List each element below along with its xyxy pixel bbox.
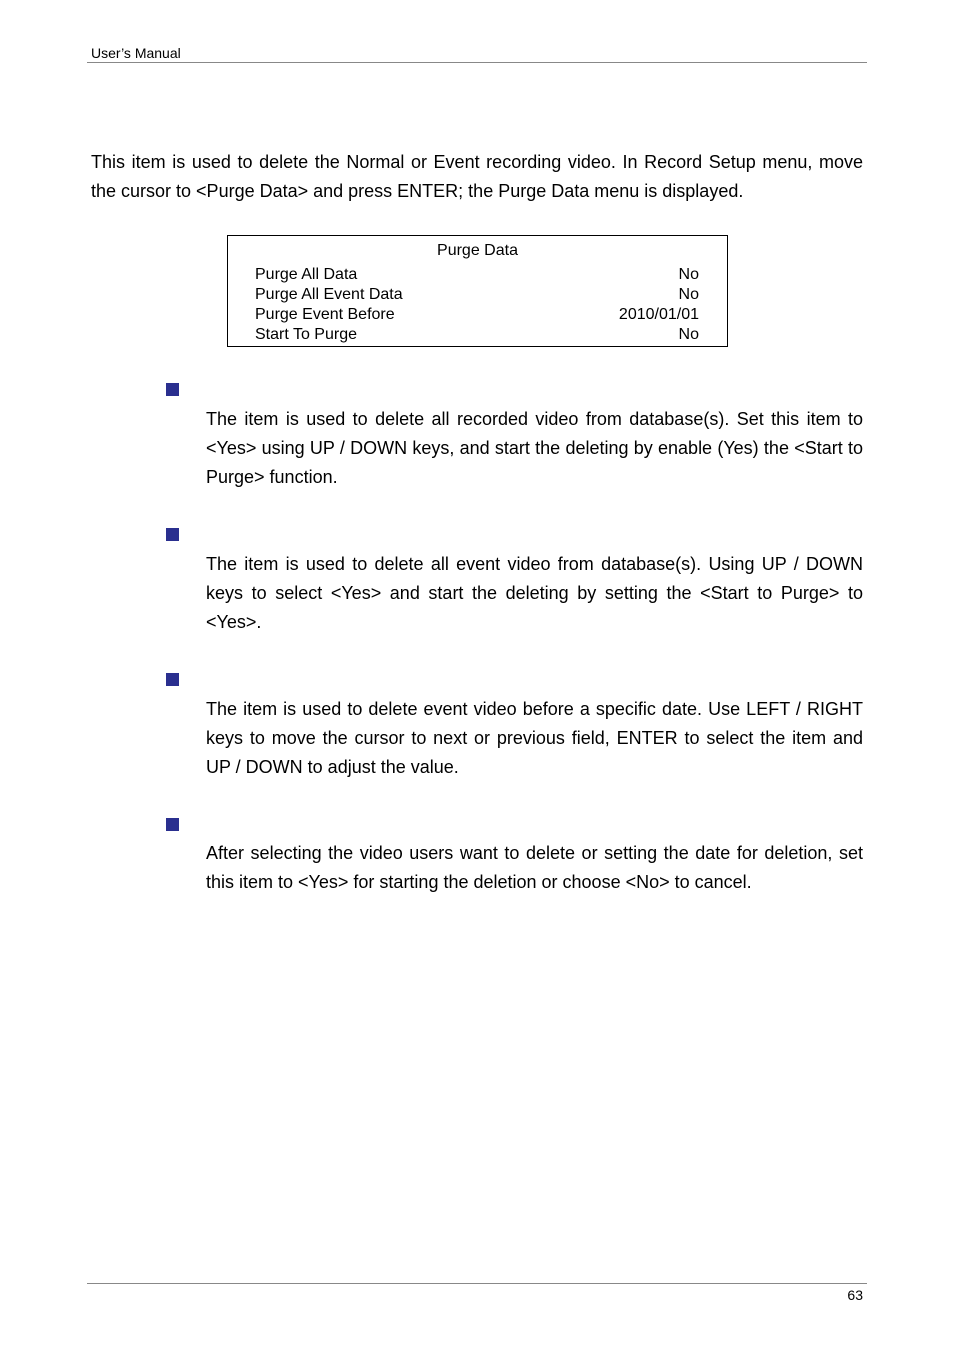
bullet-icon xyxy=(166,673,179,686)
menu-row-value: 2010/01/01 xyxy=(618,306,699,323)
menu-row-label: Purge Event Before xyxy=(255,306,395,323)
page-number: 63 xyxy=(847,1287,863,1303)
bullet-icon xyxy=(166,818,179,831)
bullet-icon xyxy=(166,383,179,396)
bullet-icon xyxy=(166,528,179,541)
menu-row-purge-all-data xyxy=(255,265,699,285)
menu-row-purge-all-event-data xyxy=(255,285,699,305)
menu-row-label: Purge All Data xyxy=(255,266,358,283)
menu-row-value: No xyxy=(678,326,699,343)
page-header xyxy=(87,45,867,63)
menu-row-label: Start To Purge xyxy=(255,326,357,343)
section-start-to-purge-text: After selecting the video users want to delete or setting the date for deletion, set this item to <Yes> for starting the deletion or choose <No> to cancel. xyxy=(206,843,863,892)
section-purge-all-data-text: The item is used to delete all recorded video from database(s). Set this item to <Yes> using UP / DOWN keys, and start the deleting by enable (Yes) the <Start to Purge> function. xyxy=(206,409,863,487)
header-title: User’s Manual xyxy=(91,45,181,61)
section-purge-all-event-data-text: The item is used to delete all event video from database(s). Using UP / DOWN keys to select <Yes> and start the deleting by setting the <Start to Purge> to <Yes>. xyxy=(206,554,863,632)
menu-row-value: No xyxy=(678,286,699,303)
menu-row-start-to-purge xyxy=(255,325,699,345)
menu-row-label: Purge All Event Data xyxy=(255,286,403,303)
menu-title: Purge Data xyxy=(437,242,518,259)
page-footer xyxy=(87,1283,867,1303)
purge-data-menu xyxy=(227,235,728,347)
intro-paragraph: This item is used to delete the Normal or Event recording video. In Record Setup menu, move the cursor to <Purge Data> and press ENTER; the Purge Data menu is displayed. xyxy=(91,152,863,201)
section-purge-event-before-text: The item is used to delete event video before a specific date. Use LEFT / RIGHT keys to move the cursor to next or previous field, ENTER to select the item and UP / DOWN to adjust the value. xyxy=(206,699,863,777)
menu-row-purge-event-before xyxy=(255,305,699,325)
menu-row-value: No xyxy=(678,266,699,283)
